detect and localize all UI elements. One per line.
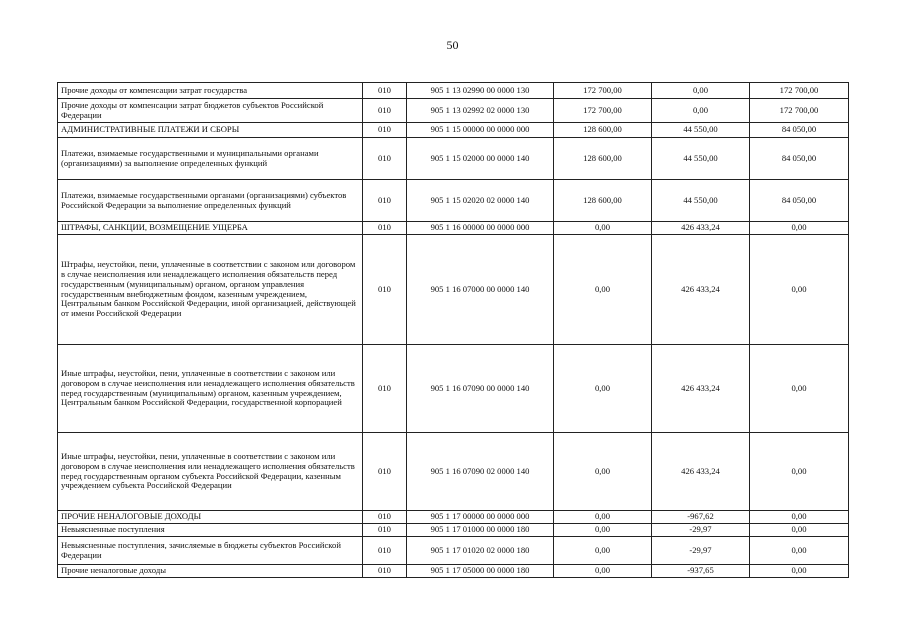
- table-row: [58, 123, 849, 138]
- table-row: [58, 433, 849, 511]
- row-remaining: 84 050,00: [750, 180, 849, 222]
- table-row: [58, 83, 849, 99]
- row-name: Невыясненные поступления: [58, 524, 363, 537]
- table-row: [58, 138, 849, 180]
- row-remaining: 84 050,00: [750, 138, 849, 180]
- row-code: 010: [363, 123, 407, 138]
- row-plan: 0,00: [554, 235, 652, 345]
- row-executed: 44 550,00: [652, 123, 750, 138]
- row-name: Платежи, взимаемые государственными органами (организациями) субъектов Российской Федерации за выполнение определенных функций: [58, 180, 363, 222]
- table-row: [58, 180, 849, 222]
- row-remaining: 0,00: [750, 511, 849, 524]
- income-report-table: [57, 82, 849, 578]
- row-plan: 0,00: [554, 524, 652, 537]
- row-kbk: 905 1 17 01020 02 0000 180: [407, 537, 554, 565]
- row-plan: 0,00: [554, 537, 652, 565]
- row-kbk: 905 1 17 01000 00 0000 180: [407, 524, 554, 537]
- row-executed: 44 550,00: [652, 180, 750, 222]
- row-name: Платежи, взимаемые государственными и муниципальными органами (организациями) за выполнение определенных функций: [58, 138, 363, 180]
- row-code: 010: [363, 83, 407, 99]
- row-executed: 426 433,24: [652, 235, 750, 345]
- row-remaining: 0,00: [750, 235, 849, 345]
- row-code: 010: [363, 537, 407, 565]
- table-row: [58, 524, 849, 537]
- row-remaining: 172 700,00: [750, 99, 849, 123]
- row-code: 010: [363, 511, 407, 524]
- row-name: Прочие доходы от компенсации затрат государства: [58, 83, 363, 99]
- row-kbk: 905 1 15 02000 00 0000 140: [407, 138, 554, 180]
- row-code: 010: [363, 99, 407, 123]
- row-kbk: 905 1 16 07000 00 0000 140: [407, 235, 554, 345]
- row-executed: -967,62: [652, 511, 750, 524]
- row-kbk: 905 1 15 02020 02 0000 140: [407, 180, 554, 222]
- row-name: ШТРАФЫ, САНКЦИИ, ВОЗМЕЩЕНИЕ УЩЕРБА: [58, 222, 363, 235]
- row-code: 010: [363, 433, 407, 511]
- row-code: 010: [363, 524, 407, 537]
- row-name: Штрафы, неустойки, пени, уплаченные в соответствии с законом или договором в случае неисполнения или ненадлежащего исполнения обязательств перед государственным (муниципальным) органом, органом управления государственным внебюджетным фондом, казенным учреждением, Центральным банком Российской Федерации, иной организацией, действующей от имени Российской Федерации: [58, 235, 363, 345]
- row-remaining: 0,00: [750, 524, 849, 537]
- page-number: 50: [446, 38, 459, 52]
- row-remaining: 84 050,00: [750, 123, 849, 138]
- row-code: 010: [363, 235, 407, 345]
- row-executed: -937,65: [652, 565, 750, 578]
- row-code: 010: [363, 565, 407, 578]
- row-plan: 0,00: [554, 433, 652, 511]
- table-row: [58, 537, 849, 565]
- row-name: АДМИНИСТРАТИВНЫЕ ПЛАТЕЖИ И СБОРЫ: [58, 123, 363, 138]
- row-executed: -29,97: [652, 537, 750, 565]
- row-kbk: 905 1 16 00000 00 0000 000: [407, 222, 554, 235]
- table-row: [58, 565, 849, 578]
- row-code: 010: [363, 180, 407, 222]
- row-executed: 426 433,24: [652, 345, 750, 433]
- row-remaining: 0,00: [750, 565, 849, 578]
- row-name: Иные штрафы, неустойки, пени, уплаченные в соответствии с законом или договором в случае неисполнения или ненадлежащего исполнения обязательств перед государственным (муниципальным) органом, казенным учреждением, Центральным банком Российской Федерации, государственной корпорацией: [58, 345, 363, 433]
- row-executed: 0,00: [652, 83, 750, 99]
- row-kbk: 905 1 15 00000 00 0000 000: [407, 123, 554, 138]
- row-plan: 0,00: [554, 222, 652, 235]
- row-plan: 172 700,00: [554, 99, 652, 123]
- row-kbk: 905 1 16 07090 00 0000 140: [407, 345, 554, 433]
- row-executed: -29,97: [652, 524, 750, 537]
- table-row: [58, 235, 849, 345]
- row-executed: 426 433,24: [652, 433, 750, 511]
- row-plan: 0,00: [554, 345, 652, 433]
- row-remaining: 0,00: [750, 345, 849, 433]
- row-code: 010: [363, 345, 407, 433]
- row-remaining: 0,00: [750, 537, 849, 565]
- row-kbk: 905 1 17 00000 00 0000 000: [407, 511, 554, 524]
- table-row: [58, 99, 849, 123]
- row-plan: 0,00: [554, 511, 652, 524]
- row-executed: 426 433,24: [652, 222, 750, 235]
- row-plan: 128 600,00: [554, 123, 652, 138]
- row-executed: 0,00: [652, 99, 750, 123]
- row-kbk: 905 1 13 02992 02 0000 130: [407, 99, 554, 123]
- row-remaining: 172 700,00: [750, 83, 849, 99]
- table-row: [58, 511, 849, 524]
- row-kbk: 905 1 16 07090 02 0000 140: [407, 433, 554, 511]
- row-name: ПРОЧИЕ НЕНАЛОГОВЫЕ ДОХОДЫ: [58, 511, 363, 524]
- row-plan: 172 700,00: [554, 83, 652, 99]
- row-plan: 0,00: [554, 565, 652, 578]
- row-plan: 128 600,00: [554, 138, 652, 180]
- row-remaining: 0,00: [750, 222, 849, 235]
- row-plan: 128 600,00: [554, 180, 652, 222]
- row-name: Невыясненные поступления, зачисляемые в бюджеты субъектов Российской Федерации: [58, 537, 363, 565]
- row-remaining: 0,00: [750, 433, 849, 511]
- table-row: [58, 345, 849, 433]
- row-kbk: 905 1 13 02990 00 0000 130: [407, 83, 554, 99]
- row-name: Прочие доходы от компенсации затрат бюджетов субъектов Российской Федерации: [58, 99, 363, 123]
- row-code: 010: [363, 138, 407, 180]
- row-executed: 44 550,00: [652, 138, 750, 180]
- table-row: [58, 222, 849, 235]
- row-name: Иные штрафы, неустойки, пени, уплаченные в соответствии с законом или договором в случае неисполнения или ненадлежащего исполнения обязательств перед государственным органом субъекта Российской Федерации, казенным учреждением субъекта Российской Федерации: [58, 433, 363, 511]
- row-name: Прочие неналоговые доходы: [58, 565, 363, 578]
- row-kbk: 905 1 17 05000 00 0000 180: [407, 565, 554, 578]
- row-code: 010: [363, 222, 407, 235]
